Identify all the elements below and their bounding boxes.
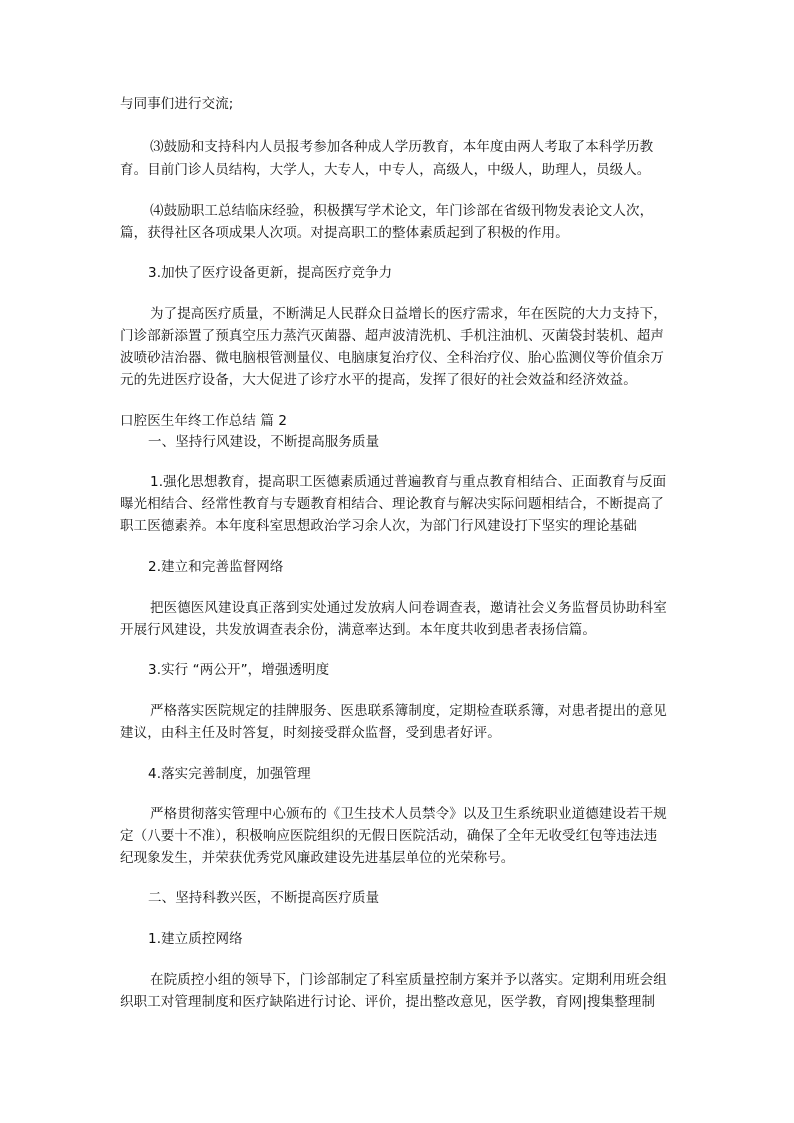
text-line: 育。目前门诊人员结构，大学人，大专人，中专人，高级人，中级人，助理人，员级人。 [120, 162, 651, 178]
section-heading: 一、坚持行风建设，不断提高服务质量 [148, 434, 380, 450]
text-line: 纪现象发生，并荣获优秀党风廉政建设先进基层单位的光荣称号。 [120, 850, 515, 866]
text-line: 为了提高医疗质量，不断满足人民群众日益增长的医疗需求，年在医院的大力支持下， [150, 306, 667, 322]
text-line: 曝光相结合、经常性教育与专题教育相结合、理论教育与解决实际问题相结合，不断提高了 [120, 496, 664, 512]
section-heading: 3.实行 “两公开”，增强透明度 [148, 662, 330, 678]
text-line: 与同事们进行交流; [120, 96, 234, 112]
section-heading: 二、坚持科教兴医，不断提高医疗质量 [148, 890, 380, 906]
text-line: 开展行风建设，共发放调查表余份，满意率达到。本年度共收到患者表扬信篇。 [120, 622, 596, 638]
article-title: 口腔医生年终工作总结 篇 2 [120, 413, 288, 429]
text-line: 定（八要十不准），积极响应医院组织的无假日医院活动，确保了全年无收受红包等违法违 [120, 828, 658, 844]
section-heading: 4.落实完善制度，加强管理 [148, 766, 311, 782]
text-line: 1.强化思想教育，提高职工医德素质通过普遍教育与重点教育相结合、正面教育与反面 [150, 474, 667, 490]
text-line: 建议，由科主任及时答复，时刻接受群众监督，受到患者好评。 [120, 725, 501, 741]
text-line: 织职工对管理制度和医疗缺陷进行讨论、评价，提出整改意见，医学教，育网|搜集整理制 [120, 994, 656, 1010]
text-line: 严格贯彻落实管理中心颁布的《卫生技术人员禁令》以及卫生系统职业道德建设若干规 [150, 806, 667, 822]
text-line: ⑶鼓励和支持科内人员报考参加各种成人学历教育，本年度由两人考取了本科学历教 [150, 139, 654, 155]
text-line: 门诊部新添置了预真空压力蒸汽灭菌器、超声波清洗机、手机注油机、灭菌袋封装机、超声 [120, 328, 664, 344]
text-line: 波喷砂洁治器、微电脑根管测量仪、电脑康复治疗仪、全科治疗仪、胎心监测仪等价值余万 [120, 350, 664, 366]
section-heading: 1.建立质控网络 [148, 931, 243, 947]
text-line: 在院质控小组的领导下，门诊部制定了科室质量控制方案并予以落实。定期利用班会组 [150, 972, 667, 988]
text-line: ⑷鼓励职工总结临床经验，积极撰写学术论文，年门诊部在省级刊物发表论文人次， [150, 203, 654, 219]
text-line: 职工医德素养。本年度科室思想政治学习余人次，为部门行风建设打下坚实的理论基础 [120, 518, 637, 534]
text-line: 把医德医风建设真正落到实处通过发放病人问卷调查表，邀请社会义务监督员协助科室 [150, 600, 667, 616]
text-line: 严格落实医院规定的挂牌服务、医患联系簿制度，定期检查联系簿，对患者提出的意见 [150, 703, 667, 719]
section-heading: 3.加快了医疗设备更新，提高医疗竞争力 [148, 265, 393, 281]
text-line: 篇，获得社区各项成果人次项。对提高职工的整体素质起到了积极的作用。 [120, 225, 569, 241]
section-heading: 2.建立和完善监督网络 [148, 559, 284, 575]
text-line: 元的先进医疗设备，大大促进了诊疗水平的提高，发挥了很好的社会效益和经济效益。 [120, 372, 637, 388]
